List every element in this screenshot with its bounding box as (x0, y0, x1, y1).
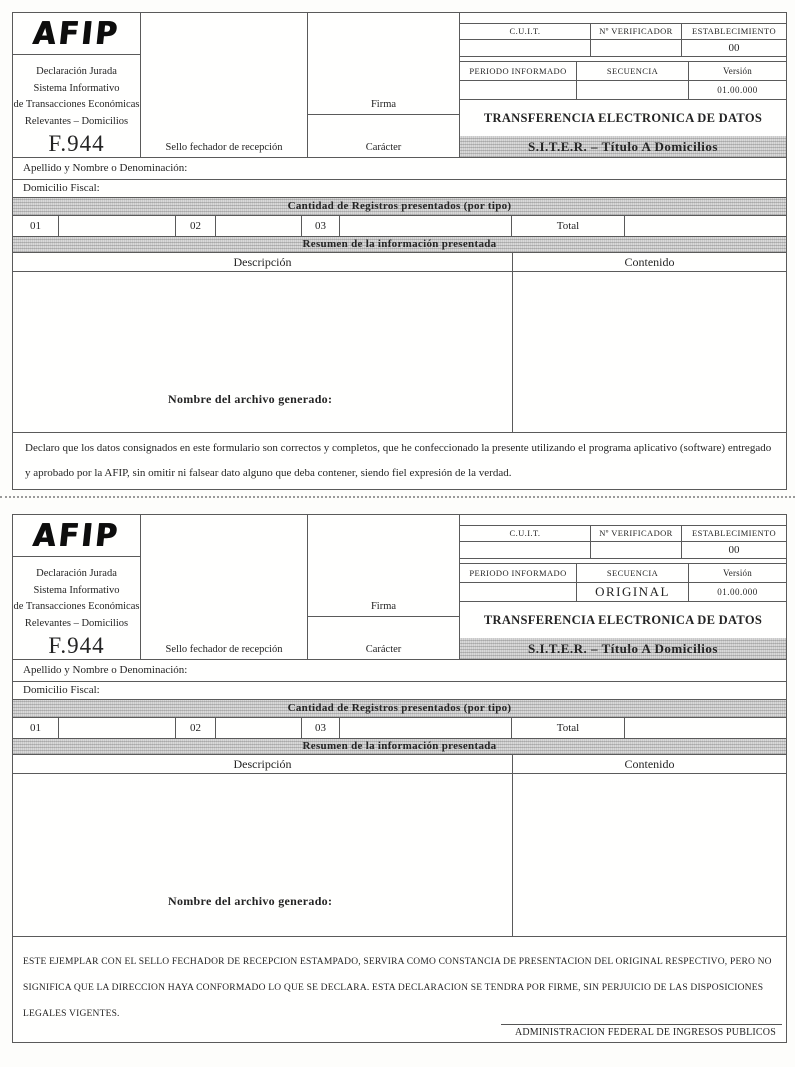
content-body-cell (513, 774, 786, 936)
periodo-value-row (460, 81, 786, 100)
periodo-header-row (460, 62, 786, 81)
periodo-header-cell: PERIODO INFORMADO (460, 62, 577, 80)
secuencia-value-cell: ORIGINAL (577, 583, 689, 601)
signature-column (308, 13, 460, 157)
version-value-cell: 01.00.000 (717, 85, 758, 95)
content-header-cell: Contenido (624, 255, 675, 269)
description-body-cell (13, 774, 513, 936)
stamp-cell (141, 13, 308, 157)
capacity-cell (308, 115, 459, 157)
transfer-title: TRANSFERENCIA ELECTRONICA DE DATOS (483, 612, 763, 627)
cuit-header-cell: C.U.I.T. (460, 526, 591, 541)
form-f944-copy-1 (12, 12, 787, 490)
periodo-table (460, 61, 786, 100)
establecimiento-header-cell: ESTABLECIMIENTO (691, 26, 777, 36)
cuit-header-row (460, 24, 786, 40)
capacity-cell (308, 617, 459, 659)
version-header-cell: Versión (723, 568, 752, 578)
summary-header-row (13, 754, 786, 773)
summary-header-row (13, 252, 786, 271)
summary-bar: Resumen de la información presentada (13, 236, 786, 252)
receipt-legal-text: ESTE EJEMPLAR CON EL SELLO FECHADOR DE RECEPCION ESTAMPADO, SERVIRA COMO CONSTANCIA DE PRESENTACION DEL ORIGINAL RESPECTIVO, PERO NO SIGNIFICA QUE LA DIRECCION HAYA CONFORMADO LO QUE SE DECLARA. ESTA DECLARACION SE TENDRA POR FIRME, SIN PERJUICIO DE LAS DISPOSICIONES LEGALES VIGENTES. (23, 957, 772, 1019)
summary-body (13, 271, 786, 432)
stamp-label: Sello fechador de recepción (165, 644, 283, 655)
record-count-bar: Cantidad de Registros presentados (por tipo) (13, 197, 786, 215)
fiscal-address-row: Domicilio Fiscal: (13, 681, 786, 699)
content-body-cell (513, 272, 786, 432)
version-header-cell: Versión (723, 66, 752, 76)
form-f944-copy-2 (12, 514, 787, 1043)
total-value-cell (625, 216, 786, 236)
form-identity-block (13, 557, 140, 659)
form-number: F.944 (48, 633, 105, 658)
verificador-value-cell (591, 40, 682, 56)
periodo-table (460, 563, 786, 602)
form-subtitle-line: Sistema Informativo (33, 584, 120, 596)
cuit-value-cell (460, 542, 591, 558)
form-subtitle-line: Declaración Jurada (36, 568, 117, 579)
receipt-legal-footer (13, 936, 786, 1042)
total-value-cell (625, 718, 786, 738)
form-number: F.944 (48, 131, 105, 156)
form-identity-block (13, 55, 140, 157)
form-subtitle-line: Declaración Jurada (36, 66, 117, 77)
cuit-table (460, 23, 786, 57)
periodo-header-cell: PERIODO INFORMADO (460, 564, 577, 582)
verificador-header-cell: Nº VERIFICADOR (591, 526, 682, 541)
type-01-label-cell: 01 (13, 718, 59, 738)
afip-logo-box (13, 515, 140, 557)
verificador-value-cell (591, 542, 682, 558)
cuit-value-cell (460, 40, 591, 56)
form-meta-column (460, 13, 786, 157)
summary-body (13, 773, 786, 936)
declaration-footer: Declaro que los datos consignados en este formulario son correctos y completos, que he confeccionado la presente utilizando el programa aplicativo (software) entregado y aprobado por la AFIP, sin omitir ni falsear dato alguno que deba contener, siendo fiel expresión de la verdad. (13, 432, 786, 489)
verificador-header-cell: Nº VERIFICADOR (591, 24, 682, 39)
stamp-label: Sello fechador de recepción (165, 142, 283, 153)
form-subtitle-line: de Transacciones Económicas (13, 601, 140, 612)
periodo-value-row (460, 583, 786, 602)
periodo-header-row (460, 564, 786, 583)
generated-file-label: Nombre del archivo generado: (168, 392, 333, 406)
total-label-cell: Total (512, 216, 625, 236)
afip-logo: AFIP (31, 516, 122, 554)
total-label-cell: Total (512, 718, 625, 738)
record-count-row (13, 215, 786, 236)
signature-cell (308, 13, 459, 115)
form-subtitle-line: de Transacciones Económicas (13, 99, 140, 110)
stamp-cell (141, 515, 308, 659)
record-count-bar: Cantidad de Registros presentados (por tipo) (13, 699, 786, 717)
generated-file-label: Nombre del archivo generado: (168, 894, 333, 908)
secuencia-header-cell: SECUENCIA (577, 62, 689, 80)
siter-title-bar: S.I.T.E.R. – Título A Domicilios (460, 638, 786, 659)
signature-label: Firma (370, 99, 397, 110)
type-02-value-cell (216, 216, 302, 236)
type-02-label-cell: 02 (176, 216, 216, 236)
summary-bar: Resumen de la información presentada (13, 738, 786, 754)
form-subtitle-line: Sistema Informativo (33, 82, 120, 94)
name-field-row: Apellido y Nombre o Denominación: (13, 157, 786, 179)
cuit-header-row (460, 526, 786, 542)
type-01-value-cell (59, 718, 176, 738)
description-header-cell: Descripción (13, 253, 513, 271)
afip-logo-box (13, 13, 140, 55)
cuit-value-row (460, 40, 786, 57)
type-03-value-cell (340, 216, 512, 236)
establecimiento-value-cell: 00 (728, 42, 740, 54)
cuit-value-row (460, 542, 786, 559)
fiscal-address-row: Domicilio Fiscal: (13, 179, 786, 197)
type-03-value-cell (340, 718, 512, 738)
record-count-row (13, 717, 786, 738)
establecimiento-value-cell: 00 (728, 544, 740, 556)
transfer-title-zone (460, 100, 786, 136)
capacity-label: Carácter (365, 142, 402, 153)
form-header (13, 13, 786, 157)
establecimiento-header-cell: ESTABLECIMIENTO (691, 528, 777, 538)
type-03-label-cell: 03 (302, 718, 340, 738)
form-header (13, 515, 786, 659)
transfer-title: TRANSFERENCIA ELECTRONICA DE DATOS (483, 110, 763, 125)
content-header-cell: Contenido (624, 757, 675, 771)
type-02-label-cell: 02 (176, 718, 216, 738)
type-01-label-cell: 01 (13, 216, 59, 236)
type-02-value-cell (216, 718, 302, 738)
periodo-value-cell (460, 583, 577, 601)
signature-cell (308, 515, 459, 617)
signature-label: Firma (370, 601, 397, 612)
description-body-cell (13, 272, 513, 432)
transfer-title-zone (460, 602, 786, 638)
version-value-cell: 01.00.000 (717, 587, 758, 597)
siter-title-bar: S.I.T.E.R. – Título A Domicilios (460, 136, 786, 157)
cut-line-separator (0, 496, 795, 498)
periodo-value-cell (460, 81, 577, 99)
cuit-table (460, 525, 786, 559)
capacity-label: Carácter (365, 644, 402, 655)
issuer-signature: ADMINISTRACION FEDERAL DE INGRESOS PUBLICOS (501, 1024, 782, 1039)
type-03-label-cell: 03 (302, 216, 340, 236)
afip-logo: AFIP (31, 14, 122, 52)
signature-column (308, 515, 460, 659)
description-header-cell: Descripción (13, 755, 513, 773)
secuencia-value-cell (577, 81, 689, 99)
form-meta-column (460, 515, 786, 659)
form-subtitle-line: Relevantes – Domicilios (24, 617, 129, 629)
secuencia-header-cell: SECUENCIA (577, 564, 689, 582)
identity-column (13, 13, 141, 157)
cuit-header-cell: C.U.I.T. (460, 24, 591, 39)
form-subtitle-line: Relevantes – Domicilios (24, 115, 129, 127)
identity-column (13, 515, 141, 659)
type-01-value-cell (59, 216, 176, 236)
name-field-row: Apellido y Nombre o Denominación: (13, 659, 786, 681)
